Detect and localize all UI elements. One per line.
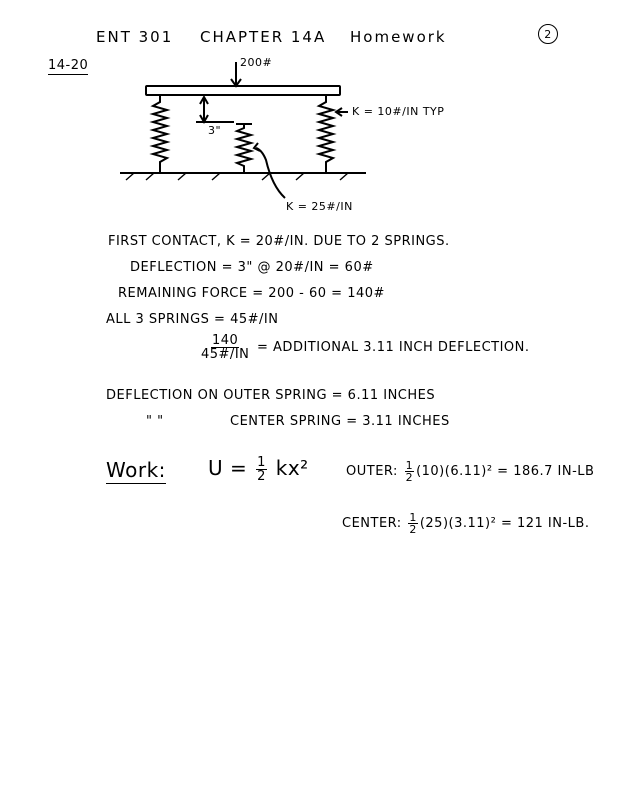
solution-line-remaining-force: REMAINING FORCE = 200 - 60 = 140# — [118, 286, 385, 301]
work-label: Work: — [106, 458, 166, 482]
course-code: ENT 301 — [96, 28, 174, 46]
work-formula — [208, 456, 309, 483]
formula-left: U = — [208, 456, 248, 480]
half-fraction: $\frac{1}{2}$ — [257, 455, 266, 484]
formula-right: kx² — [275, 456, 309, 480]
gap-label: 3" — [208, 124, 222, 137]
solution-line-all-springs: ALL 3 SPRINGS = 45#/IN — [106, 312, 279, 327]
outer-half-fraction: $\frac{1}{2}$ — [405, 459, 414, 484]
center-label: CENTER: — [342, 516, 402, 531]
solution-line-deflection: DEFLECTION = 3" @ 20#/IN = 60# — [130, 260, 374, 275]
center-work — [342, 512, 589, 535]
right-spring — [319, 95, 333, 172]
center-spring-label: K = 25#/IN — [286, 200, 353, 213]
outer-spring-label: K = 10#/IN TYP — [352, 105, 445, 118]
fraction-denominator: 45#/IN — [201, 347, 250, 362]
fraction — [200, 334, 250, 361]
fraction-numerator: 140 — [212, 333, 239, 348]
solution-line-first-contact: FIRST CONTACT, K = 20#/IN. DUE TO 2 SPRINGS. — [108, 234, 450, 249]
solution-line-additional: = ADDITIONAL 3.11 INCH DEFLECTION. — [257, 340, 530, 355]
chapter-label: CHAPTER 14A — [200, 28, 327, 46]
outer-expression: (10)(6.11)² = 186.7 IN-LB — [416, 464, 595, 479]
fraction-additional — [198, 334, 530, 361]
center-half-fraction: $\frac{1}{2}$ — [409, 511, 417, 536]
homework-title: Homework — [350, 28, 447, 46]
platform — [146, 86, 340, 95]
page-number: 2 — [544, 27, 552, 41]
load-label: 200# — [240, 56, 273, 69]
center-spring — [237, 124, 251, 172]
outer-label: OUTER: — [346, 464, 398, 479]
ditto-marks: " " — [146, 414, 164, 429]
problem-number: 14-20 — [48, 58, 89, 73]
left-spring — [153, 95, 167, 172]
solution-line-outer-deflection: DEFLECTION ON OUTER SPRING = 6.11 INCHES — [106, 388, 436, 403]
outer-work — [346, 460, 594, 483]
solution-line-center-deflection: CENTER SPRING = 3.11 INCHES — [230, 414, 450, 429]
center-expression: (25)(3.11)² = 121 IN-LB. — [419, 516, 590, 531]
